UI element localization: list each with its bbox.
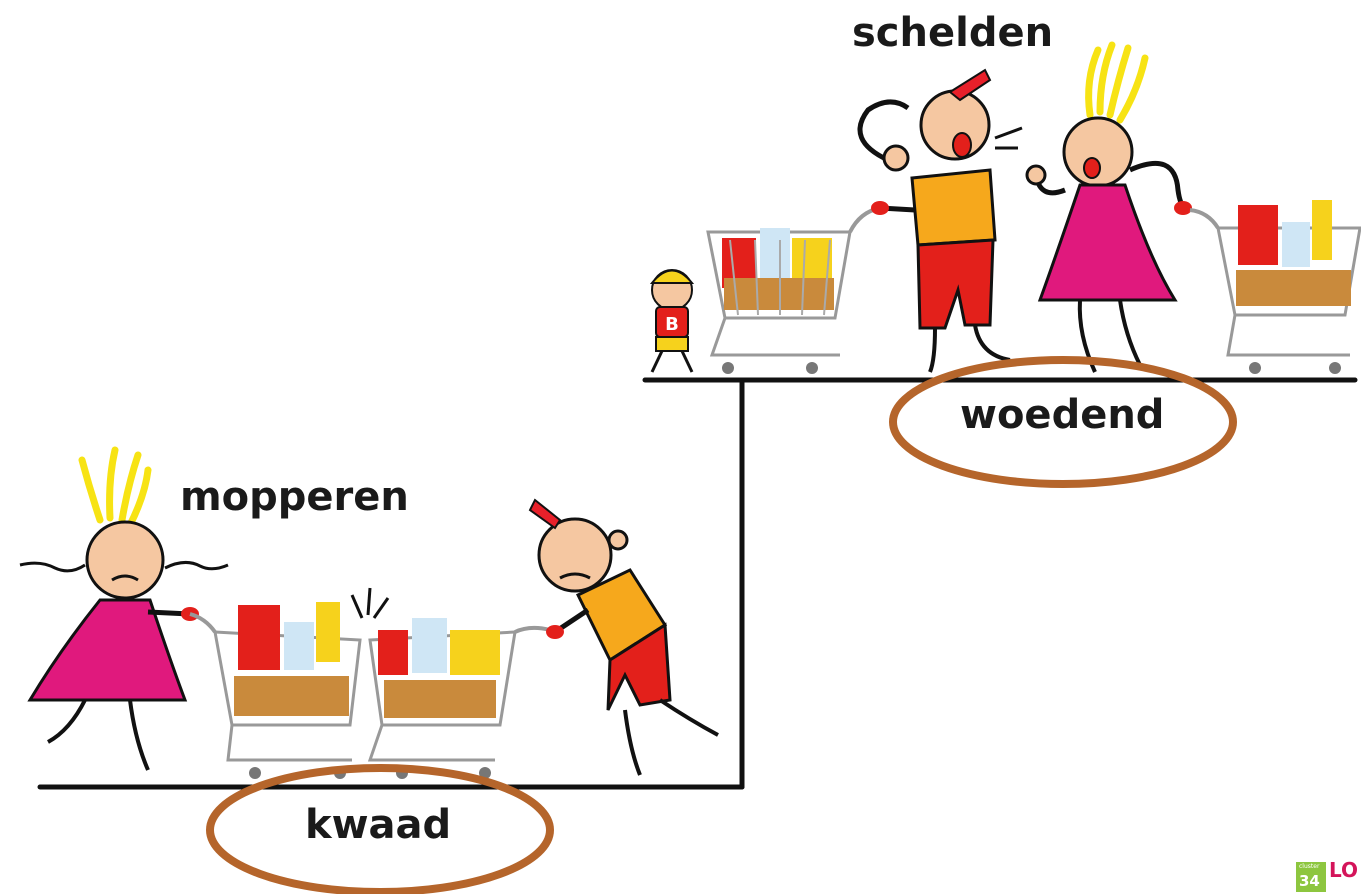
label-schelden: schelden: [852, 10, 1054, 56]
angry-girl-upper: [1027, 45, 1192, 372]
logo-cluster-text: cluster: [1299, 863, 1320, 870]
shopping-cart-lower-right: [370, 618, 550, 779]
logo-badge: [1296, 862, 1326, 892]
label-kwaad: kwaad: [305, 802, 452, 848]
mascot-figure: [652, 270, 692, 372]
publisher-logo: [1296, 858, 1361, 894]
grumpy-boy-lower: [530, 500, 718, 775]
shopping-cart-lower-left: [190, 602, 360, 779]
logo-number: 34: [1299, 872, 1320, 890]
label-woedend: woedend: [960, 392, 1165, 438]
label-mopperen: mopperen: [180, 474, 409, 520]
shopping-cart-upper-left: [708, 208, 880, 374]
logo-text: LO: [1329, 858, 1359, 882]
angry-boy-upper: [860, 70, 1022, 372]
shopping-cart-upper-right: [1190, 200, 1360, 374]
bump-mark: [352, 588, 388, 618]
mascot-letter: B: [665, 314, 679, 335]
